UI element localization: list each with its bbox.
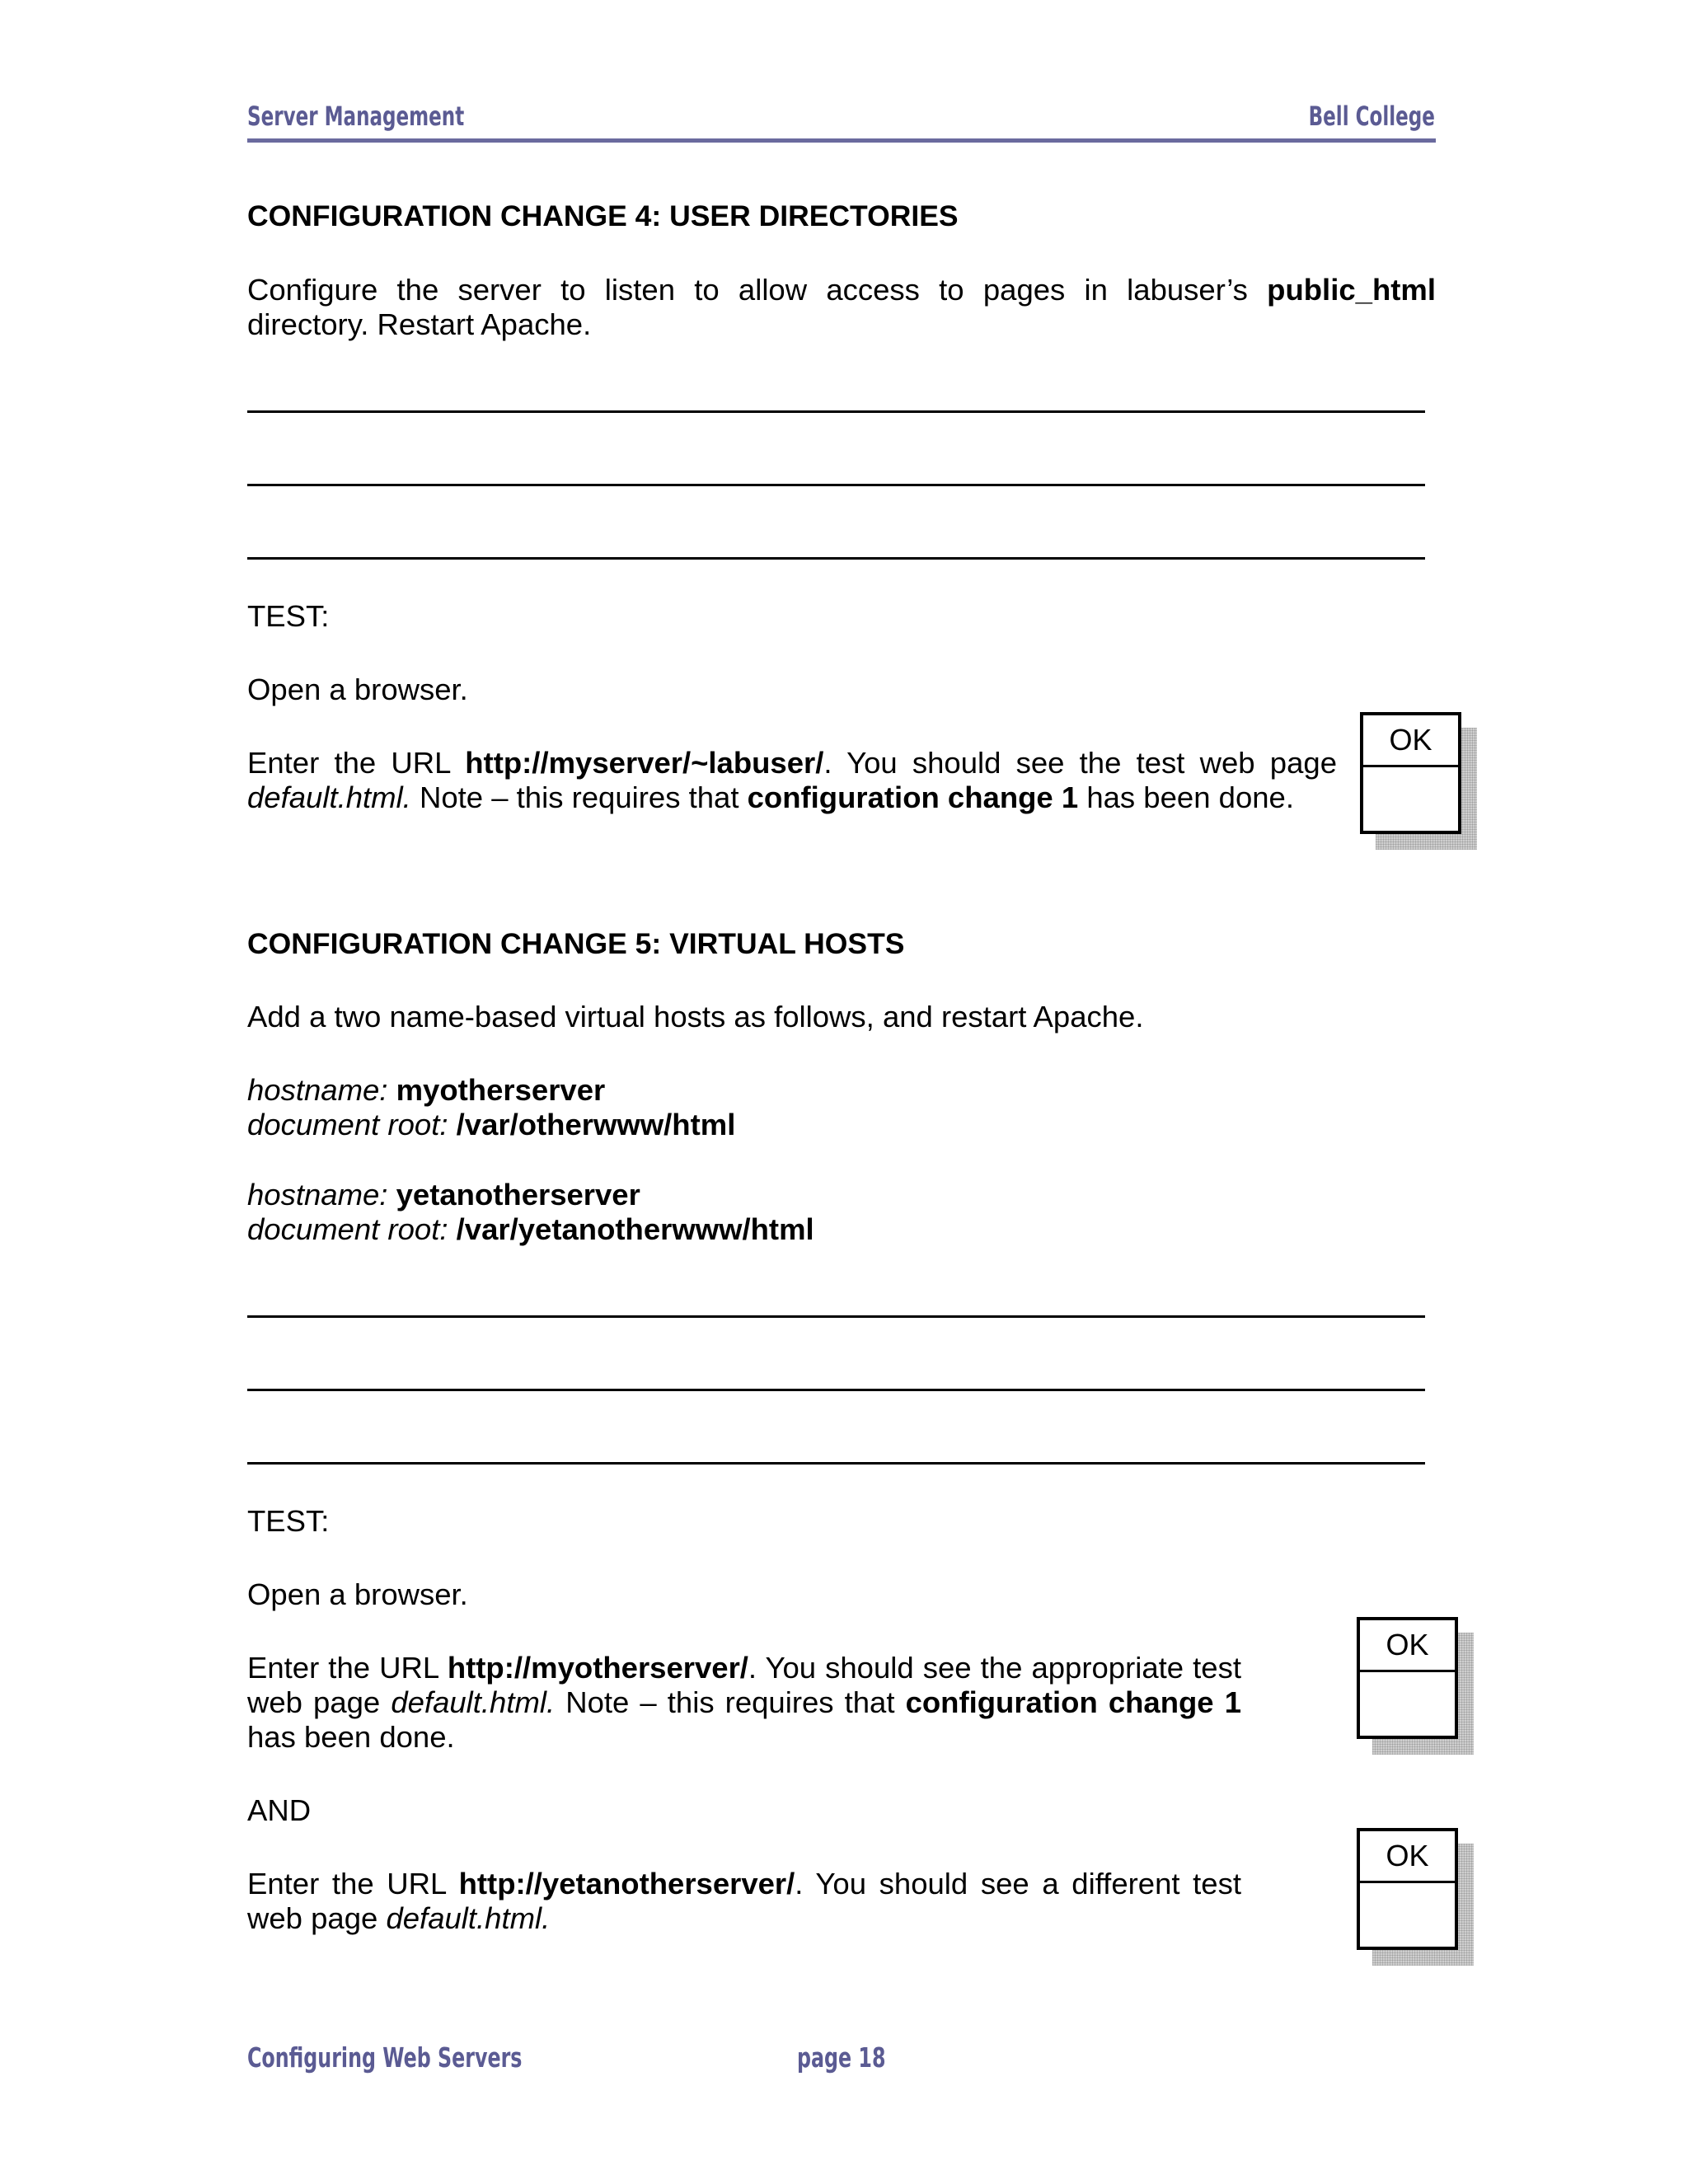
answer-line [247,1462,1425,1465]
vhost-2 [247,1178,814,1247]
test1-note-bold: configuration change 1 [905,1685,1241,1719]
change4-test-instruction [247,746,1337,815]
change4-url-post: . You should see the test web page [823,746,1337,780]
ok-checkbox[interactable] [1360,712,1461,834]
ok-box-frame [1357,1617,1458,1739]
docroot-value: /var/yetanotherwww/html [456,1212,814,1246]
change5-test2-instruction [247,1867,1241,1936]
change4-description [247,273,1436,307]
change4-file: default.html. [247,780,411,814]
ok-box-frame [1357,1828,1458,1950]
footer-title: Configuring Web Servers [247,2041,523,2074]
test2-pre: Enter the URL [247,1867,459,1900]
page-number: page 18 [797,2041,886,2074]
change5-and-label: AND [247,1793,312,1827]
ok-box-frame [1360,712,1461,834]
change4-desc-tail: directory. Restart Apache. [247,307,592,341]
change5-heading: CONFIGURATION CHANGE 5: VIRTUAL HOSTS [247,927,905,960]
change4-test-label: TEST: [247,599,330,633]
ok-label: OK [1360,1620,1455,1672]
hostname-label: hostname: [247,1178,388,1212]
test2-post: . You should see a different test web page [247,1867,1241,1935]
answer-line [247,557,1425,560]
change4-open-browser: Open a browser. [247,673,468,706]
change5-description: Add a two name-based virtual hosts as follows, and restart Apache. [247,1000,1144,1033]
change4-heading: CONFIGURATION CHANGE 4: USER DIRECTORIES [247,199,959,232]
change4-url-pre: Enter the URL [247,746,466,780]
test2-url: http://yetanotherserver/ [458,1867,795,1900]
test1-note-pre: Note – this requires that [555,1685,906,1719]
change4-url: http://myserver/~labuser/ [465,746,824,780]
ok-label: OK [1360,1831,1455,1883]
ok-checkbox[interactable] [1357,1617,1458,1739]
answer-line [247,1315,1425,1318]
vhost-1 [247,1073,735,1142]
docroot-label: document root: [247,1212,448,1246]
hostname-label: hostname: [247,1073,388,1107]
header-institution: Bell College [1308,101,1435,132]
change5-test-label: TEST: [247,1504,330,1538]
docroot-value: /var/otherwww/html [456,1108,736,1141]
answer-line [247,484,1425,486]
change4-note-pre: Note – this requires that [410,780,748,814]
header-rule [247,138,1436,143]
ok-checkbox[interactable] [1357,1828,1458,1950]
answer-line [247,1389,1425,1391]
change4-desc-dir: public_html [1267,273,1436,307]
hostname-value: yetanotherserver [396,1178,640,1212]
test2-file: default.html. [386,1901,551,1935]
test1-note-post: has been done. [247,1720,455,1754]
answer-line [247,410,1425,413]
hostname-value: myotherserver [396,1073,606,1107]
change5-open-browser: Open a browser. [247,1577,468,1611]
test1-post: . You should see the appropriate test web page [247,1651,1241,1719]
header-title: Server Management [247,101,465,132]
test1-file: default.html. [391,1685,556,1719]
ok-label: OK [1363,715,1458,767]
change4-description-cont [247,307,591,342]
change4-note-bold: configuration change 1 [747,780,1079,814]
docroot-label: document root: [247,1108,448,1141]
change4-note-post: has been done. [1078,780,1294,814]
test1-pre: Enter the URL [247,1651,448,1685]
test1-url: http://myotherserver/ [447,1651,748,1685]
change4-desc-text: Configure the server to listen to allow access to pages in labuser’s [247,273,1268,307]
change5-test1-instruction [247,1651,1241,1755]
